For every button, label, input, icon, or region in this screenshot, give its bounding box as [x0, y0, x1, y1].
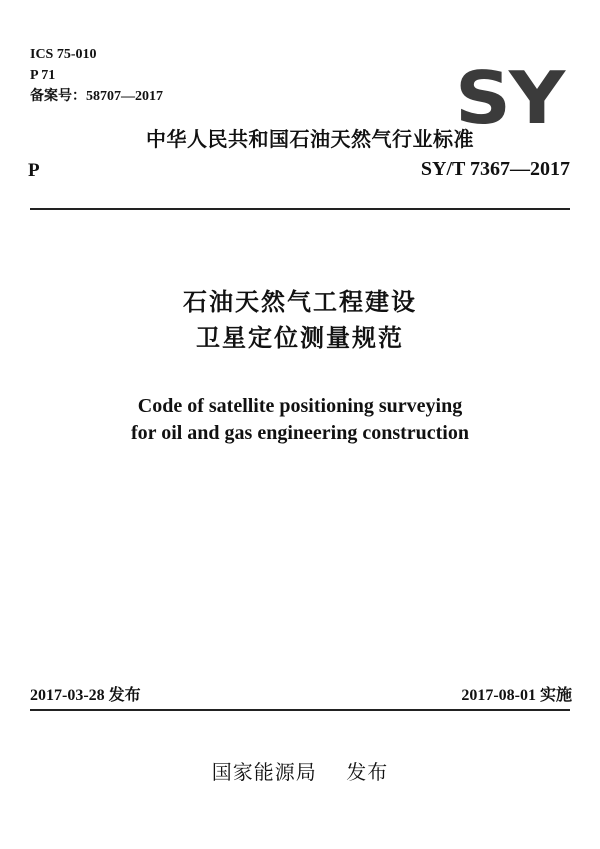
- industry-standard-heading: 中华人民共和国石油天然气行业标准: [146, 127, 474, 151]
- top-divider: [30, 208, 570, 210]
- english-title-line-1: Code of satellite positioning surveying: [137, 395, 463, 417]
- category-code: P 71: [30, 68, 56, 83]
- chinese-title-line-1: 石油天然气工程建设: [183, 288, 417, 316]
- english-title-line-2: for oil and gas engineering construction: [131, 422, 469, 444]
- standard-number: SY/T 7367—2017: [420, 158, 570, 180]
- chinese-title-line-2: 卫星定位测量规范: [196, 324, 404, 352]
- issue-date: 2017-03-28 发布: [30, 687, 141, 704]
- bottom-divider: [30, 709, 570, 711]
- issuing-authority: 国家能源局 发布: [211, 760, 389, 784]
- ics-code: ICS 75-010: [30, 47, 97, 62]
- filing-number: 备案号：58707—2017: [30, 89, 163, 104]
- implementation-date: 2017-08-01 实施: [461, 687, 572, 704]
- category-letter: P: [28, 160, 40, 181]
- sy-logo: SY: [455, 56, 563, 140]
